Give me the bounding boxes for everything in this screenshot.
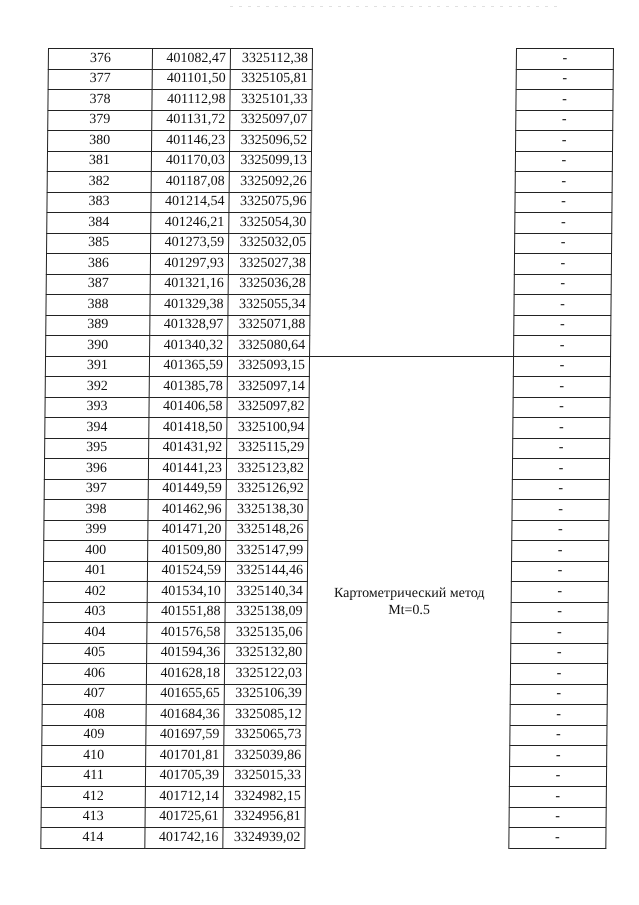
x-coordinate-cell: 401082,47	[152, 49, 230, 70]
x-coordinate-cell: 401273,59	[151, 233, 229, 254]
y-coordinate-cell: 3325097,14	[227, 377, 309, 398]
x-coordinate-cell: 401509,80	[148, 541, 226, 562]
x-coordinate-cell: 401328,97	[150, 315, 228, 336]
x-coordinate-cell: 401712,14	[145, 787, 223, 808]
point-number-cell: 395	[45, 438, 149, 459]
y-coordinate-cell: 3325115,29	[227, 438, 309, 459]
x-coordinate-cell: 401655,65	[146, 684, 224, 705]
x-coordinate-cell: 401576,58	[147, 623, 225, 644]
point-number-cell: 412	[41, 787, 145, 808]
point-number-cell: 391	[45, 356, 149, 377]
accuracy-value-cell: -	[511, 602, 608, 623]
table-row	[45, 356, 610, 377]
accuracy-value-cell: -	[512, 459, 609, 480]
point-number-cell: 388	[46, 295, 150, 316]
accuracy-value-cell: -	[509, 828, 606, 849]
accuracy-value-cell: -	[513, 356, 610, 377]
accuracy-value-cell: -	[516, 69, 613, 90]
accuracy-value-cell: -	[511, 561, 608, 582]
x-coordinate-cell: 401431,92	[149, 438, 227, 459]
y-coordinate-cell: 3325135,06	[225, 623, 307, 644]
point-number-cell: 379	[48, 110, 152, 131]
x-coordinate-cell: 401534,10	[147, 582, 225, 603]
point-number-cell: 393	[45, 397, 149, 418]
accuracy-value-cell: -	[512, 500, 609, 521]
y-coordinate-cell: 3325096,52	[230, 131, 312, 152]
x-coordinate-cell: 401551,88	[147, 602, 225, 623]
x-coordinate-cell: 401365,59	[149, 356, 227, 377]
accuracy-value-cell: -	[510, 705, 607, 726]
point-number-cell: 386	[46, 254, 150, 275]
x-coordinate-cell: 401214,54	[151, 192, 229, 213]
y-coordinate-cell: 3325147,99	[226, 541, 308, 562]
point-number-cell: 411	[41, 766, 145, 787]
point-number-cell: 403	[43, 602, 147, 623]
point-number-cell: 408	[42, 705, 146, 726]
accuracy-value-cell: -	[516, 90, 613, 111]
x-coordinate-cell: 401449,59	[148, 479, 226, 500]
point-number-cell: 376	[48, 49, 152, 70]
point-number-cell: 413	[41, 807, 145, 828]
y-coordinate-cell: 3324939,02	[223, 828, 305, 849]
point-number-cell: 406	[42, 664, 146, 685]
y-coordinate-cell: 3325122,03	[224, 664, 306, 685]
scan-artifact-line	[230, 6, 560, 7]
point-number-cell: 385	[47, 233, 151, 254]
accuracy-value-cell: -	[514, 274, 611, 295]
y-coordinate-cell: 3324982,15	[223, 787, 305, 808]
x-coordinate-cell: 401329,38	[150, 295, 228, 316]
x-coordinate-cell: 401524,59	[147, 561, 225, 582]
accuracy-value-cell: -	[510, 684, 607, 705]
accuracy-value-cell: -	[511, 643, 608, 664]
y-coordinate-cell: 3325099,13	[229, 151, 311, 172]
point-number-cell: 381	[47, 151, 151, 172]
accuracy-value-cell: -	[513, 377, 610, 398]
x-coordinate-cell: 401594,36	[147, 643, 225, 664]
point-number-cell: 378	[48, 90, 152, 111]
point-number-cell: 400	[44, 541, 148, 562]
accuracy-value-cell: -	[514, 315, 611, 336]
x-coordinate-cell: 401321,16	[150, 274, 228, 295]
accuracy-value-cell: -	[509, 807, 606, 828]
accuracy-value-cell: -	[515, 192, 612, 213]
point-number-cell: 377	[48, 69, 152, 90]
accuracy-value-cell: -	[514, 295, 611, 316]
accuracy-value-cell: -	[516, 49, 613, 70]
accuracy-value-cell: -	[510, 725, 607, 746]
method-accuracy: Mt=0.5	[388, 603, 431, 619]
y-coordinate-cell: 3325138,09	[225, 602, 307, 623]
y-coordinate-cell: 3325085,12	[224, 705, 306, 726]
point-number-cell: 401	[43, 561, 147, 582]
y-coordinate-cell: 3325148,26	[226, 520, 308, 541]
point-number-cell: 394	[45, 418, 149, 439]
y-coordinate-cell: 3325080,64	[228, 336, 310, 357]
x-coordinate-cell: 401742,16	[145, 828, 223, 849]
x-coordinate-cell: 401112,98	[152, 90, 230, 111]
x-coordinate-cell: 401101,50	[152, 69, 230, 90]
method-name: Картометрический метод	[333, 585, 485, 601]
x-coordinate-cell: 401701,81	[146, 746, 224, 767]
point-number-cell: 384	[47, 213, 151, 234]
accuracy-value-cell: -	[515, 151, 612, 172]
accuracy-value-cell: -	[515, 213, 612, 234]
y-coordinate-cell: 3325092,26	[229, 172, 311, 193]
accuracy-value-cell: -	[510, 664, 607, 685]
x-coordinate-cell: 401246,21	[151, 213, 229, 234]
point-number-cell: 407	[42, 684, 146, 705]
point-number-cell: 390	[46, 336, 150, 357]
x-coordinate-cell: 401418,50	[149, 418, 227, 439]
accuracy-value-cell: -	[513, 418, 610, 439]
y-coordinate-cell: 3325138,30	[226, 500, 308, 521]
x-coordinate-cell: 401725,61	[145, 807, 223, 828]
coordinates-table	[40, 48, 614, 849]
x-coordinate-cell: 401697,59	[146, 725, 224, 746]
y-coordinate-cell: 3325055,34	[228, 295, 310, 316]
accuracy-value-cell: -	[513, 397, 610, 418]
y-coordinate-cell: 3325054,30	[229, 213, 311, 234]
accuracy-value-cell: -	[512, 520, 609, 541]
point-number-cell: 404	[43, 623, 147, 644]
accuracy-value-cell: -	[513, 438, 610, 459]
accuracy-value-cell: -	[512, 479, 609, 500]
x-coordinate-cell: 401684,36	[146, 705, 224, 726]
x-coordinate-cell: 401705,39	[145, 766, 223, 787]
x-coordinate-cell: 401385,78	[149, 377, 227, 398]
y-coordinate-cell: 3325132,80	[225, 643, 307, 664]
y-coordinate-cell: 3325036,28	[228, 274, 310, 295]
accuracy-value-cell: -	[516, 131, 613, 152]
y-coordinate-cell: 3325032,05	[229, 233, 311, 254]
x-coordinate-cell: 401146,23	[152, 131, 230, 152]
y-coordinate-cell: 3325093,15	[227, 356, 309, 377]
y-coordinate-cell: 3325065,73	[224, 725, 306, 746]
accuracy-value-cell: -	[514, 336, 611, 357]
accuracy-value-cell: -	[515, 233, 612, 254]
method-cell	[305, 356, 514, 848]
x-coordinate-cell: 401406,58	[149, 397, 227, 418]
x-coordinate-cell: 401170,03	[151, 151, 229, 172]
y-coordinate-cell: 3325106,39	[224, 684, 306, 705]
point-number-cell: 396	[44, 459, 148, 480]
y-coordinate-cell: 3325112,38	[230, 49, 312, 70]
point-number-cell: 397	[44, 479, 148, 500]
y-coordinate-cell: 3324956,81	[223, 807, 305, 828]
point-number-cell: 380	[48, 131, 152, 152]
y-coordinate-cell: 3325101,33	[230, 90, 312, 111]
point-number-cell: 392	[45, 377, 149, 398]
point-number-cell: 405	[43, 643, 147, 664]
y-coordinate-cell: 3325126,92	[226, 479, 308, 500]
accuracy-value-cell: -	[510, 746, 607, 767]
accuracy-value-cell: -	[509, 787, 606, 808]
y-coordinate-cell: 3325097,82	[227, 397, 309, 418]
y-coordinate-cell: 3325123,82	[226, 459, 308, 480]
accuracy-value-cell: -	[509, 766, 606, 787]
point-number-cell: 409	[42, 725, 146, 746]
x-coordinate-cell: 401462,96	[148, 500, 226, 521]
accuracy-value-cell: -	[514, 254, 611, 275]
point-number-cell: 414	[41, 828, 145, 849]
point-number-cell: 402	[43, 582, 147, 603]
x-coordinate-cell: 401187,08	[151, 172, 229, 193]
accuracy-value-cell: -	[511, 623, 608, 644]
y-coordinate-cell: 3325100,94	[227, 418, 309, 439]
point-number-cell: 398	[44, 500, 148, 521]
accuracy-value-cell: -	[511, 582, 608, 603]
table-row	[48, 49, 613, 70]
x-coordinate-cell: 401340,32	[150, 336, 228, 357]
point-number-cell: 382	[47, 172, 151, 193]
y-coordinate-cell: 3325027,38	[228, 254, 310, 275]
y-coordinate-cell: 3325015,33	[223, 766, 305, 787]
point-number-cell: 399	[44, 520, 148, 541]
method-cell-empty	[310, 49, 517, 357]
y-coordinate-cell: 3325071,88	[228, 315, 310, 336]
y-coordinate-cell: 3325075,96	[229, 192, 311, 213]
y-coordinate-cell: 3325097,07	[230, 110, 312, 131]
accuracy-value-cell: -	[515, 172, 612, 193]
x-coordinate-cell: 401441,23	[148, 459, 226, 480]
point-number-cell: 387	[46, 274, 150, 295]
y-coordinate-cell: 3325144,46	[225, 561, 307, 582]
x-coordinate-cell: 401471,20	[148, 520, 226, 541]
point-number-cell: 383	[47, 192, 151, 213]
x-coordinate-cell: 401131,72	[152, 110, 230, 131]
y-coordinate-cell: 3325105,81	[230, 69, 312, 90]
point-number-cell: 410	[42, 746, 146, 767]
coordinates-table-body	[41, 49, 614, 849]
y-coordinate-cell: 3325140,34	[225, 582, 307, 603]
x-coordinate-cell: 401297,93	[150, 254, 228, 275]
accuracy-value-cell: -	[516, 110, 613, 131]
point-number-cell: 389	[46, 315, 150, 336]
accuracy-value-cell: -	[512, 541, 609, 562]
x-coordinate-cell: 401628,18	[146, 664, 224, 685]
y-coordinate-cell: 3325039,86	[224, 746, 306, 767]
